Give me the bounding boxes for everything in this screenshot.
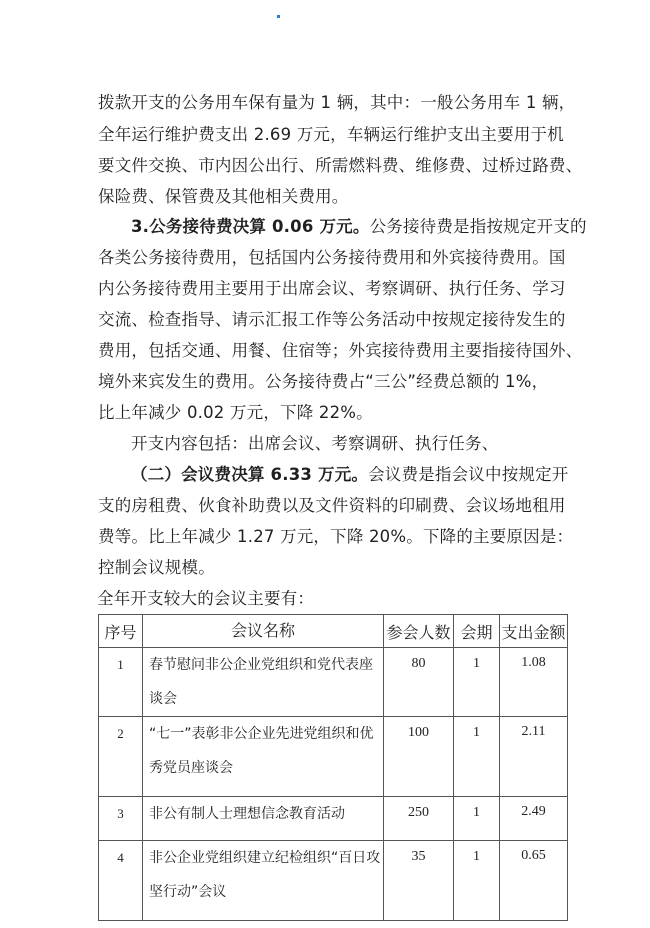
text-line: 各类公务接待费用，包括国内公务接待费用和外宾接待费用。国 xyxy=(98,248,566,267)
cell-amount: 1.08 xyxy=(500,648,568,717)
text-line: 控制会议规模。 xyxy=(98,558,215,577)
text-line: 全年运行维护费支出 2.69 万元，车辆运行维护支出主要用于机 xyxy=(98,125,564,144)
text-line: 拨款开支的公务用车保有量为 1 辆，其中：一般公务用车 1 辆， xyxy=(98,93,576,112)
text-line: 费用，包括交通、用餐、住宿等；外宾接待费用主要指接待国外、 xyxy=(98,341,583,360)
cell-no: 3 xyxy=(99,797,143,841)
cell-people: 250 xyxy=(384,797,454,841)
text-line: 费等。比上年减少 1.27 万元，下降 20%。下降的主要原因是： xyxy=(98,527,574,546)
cell-amount: 2.49 xyxy=(500,797,568,841)
cell-amount: 0.65 xyxy=(500,841,568,921)
text-line xyxy=(131,217,587,237)
text-line: 全年开支较大的会议主要有： xyxy=(97,589,315,608)
header-no: 序号 xyxy=(99,615,143,648)
cell-people: 35 xyxy=(384,841,454,921)
cell-days: 1 xyxy=(454,797,500,841)
cell-people: 80 xyxy=(384,648,454,717)
header-people: 参会人数 xyxy=(384,615,454,648)
cell-no: 4 xyxy=(99,841,143,921)
cell-days: 1 xyxy=(454,648,500,717)
cell-no: 2 xyxy=(99,717,143,797)
header-name: 会议名称 xyxy=(143,615,384,648)
cell-amount: 2.11 xyxy=(500,717,568,797)
cell-name: 春节慰问非公企业党组织和党代表座谈会 xyxy=(143,648,384,717)
header-days: 会期 xyxy=(454,615,500,648)
cell-name: 非公企业党组织建立纪检组织“百日攻坚行动”会议 xyxy=(143,841,384,921)
text-line: 保险费、保管费及其他相关费用。 xyxy=(98,187,349,206)
header-amount: 支出金额 xyxy=(500,615,568,648)
meeting-table xyxy=(98,614,568,921)
text-line: 支的房租费、伙食补助费以及文件资料的印刷费、会议场地租用 xyxy=(98,496,566,515)
text-line: 境外来宾发生的费用。公务接待费占“三公”经费总额的 1%， xyxy=(98,372,549,391)
scan-mark xyxy=(277,15,280,18)
cell-name: “七一”表彰非公企业先进党组织和优秀党员座谈会 xyxy=(143,717,384,797)
text-span: 公务接待费是指按规定开支的 xyxy=(369,217,587,236)
text-span: 会议费是指会议中按规定开 xyxy=(368,465,569,484)
text-line: 比上年减少 0.02 万元，下降 22%。 xyxy=(98,403,373,422)
text-line xyxy=(131,465,569,485)
table-row xyxy=(99,797,568,841)
section-heading-meeting: （二）会议费决算 6.33 万元。 xyxy=(131,465,369,484)
cell-people: 100 xyxy=(384,717,454,797)
text-line: 要文件交换、市内因公出行、所需燃料费、维修费、过桥过路费、 xyxy=(98,156,583,175)
cell-name: 非公有制人士理想信念教育活动 xyxy=(143,797,384,841)
section-heading-reception: 3.公务接待费决算 0.06 万元。 xyxy=(131,217,370,236)
cell-days: 1 xyxy=(454,717,500,797)
text-line: 开支内容包括：出席会议、考察调研、执行任务、 xyxy=(131,434,499,453)
text-line: 内公务接待费用主要用于出席会议、考察调研、执行任务、学习 xyxy=(98,279,566,298)
text-line: 交流、检查指导、请示汇报工作等公务活动中按规定接待发生的 xyxy=(98,310,566,329)
cell-no: 1 xyxy=(99,648,143,717)
table-row xyxy=(99,648,568,717)
table-row xyxy=(99,717,568,797)
cell-days: 1 xyxy=(454,841,500,921)
table-header-row xyxy=(99,615,568,648)
table-row xyxy=(99,841,568,921)
